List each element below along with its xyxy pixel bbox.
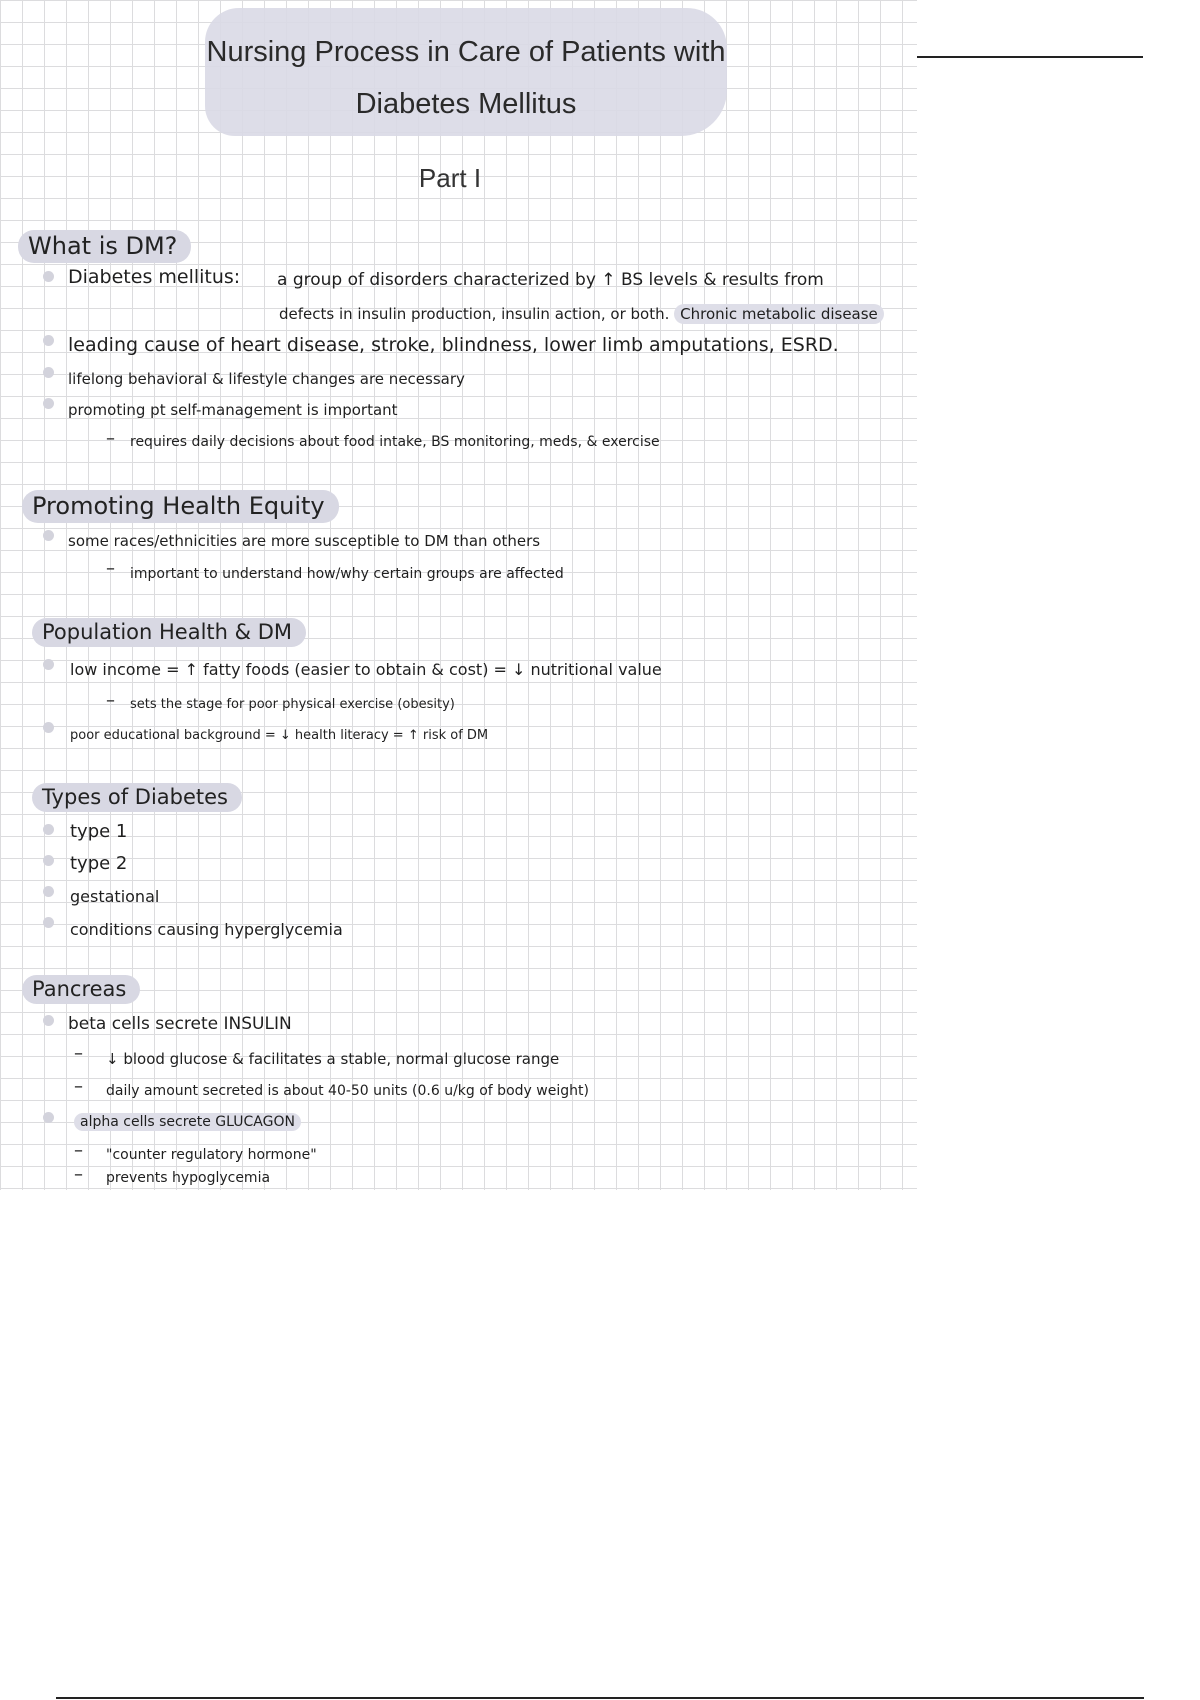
type-item: type 2 (70, 853, 128, 874)
susceptibility-sub: important to understand how/why certain groups are affected (130, 566, 564, 582)
lifestyle-item: lifelong behavioral & lifestyle changes are necessary (68, 370, 465, 388)
type-item: gestational (70, 887, 160, 906)
alpha-cells-highlight: alpha cells secrete GLUCAGON (74, 1113, 301, 1131)
bullet (43, 1112, 54, 1123)
title-line-2: Diabetes Mellitus (355, 88, 577, 120)
dm-definition-text: a group of disorders characterized by ↑ BS levels & results from (277, 270, 824, 290)
heading-pancreas: Pancreas (22, 975, 140, 1004)
dash: – (106, 690, 115, 711)
susceptibility-item: some races/ethnicities are more susceptible to DM than others (68, 532, 541, 550)
part-label: Part I (418, 163, 482, 193)
page-title (205, 26, 727, 130)
bullet (43, 886, 54, 897)
dm-definition-label: Diabetes mellitus: (68, 266, 241, 288)
leading-cause-item: leading cause of heart disease, stroke, blindness, lower limb amputations, ESRD. (68, 334, 839, 356)
self-management-item: promoting pt self-management is important (68, 401, 398, 419)
education-item: poor educational background = ↓ health literacy = ↑ risk of DM (70, 728, 489, 743)
type-item: type 1 (70, 821, 128, 842)
dash: – (74, 1140, 83, 1161)
alpha-cells-sub-2: prevents hypoglycemia (106, 1170, 271, 1186)
title-line-1: Nursing Process in Care of Patients with (206, 36, 726, 68)
dash: – (106, 428, 115, 449)
alpha-cells-item (74, 1114, 301, 1130)
bullet (43, 335, 54, 346)
chronic-disease-highlight: Chronic metabolic disease (674, 304, 884, 324)
low-income-item: low income = ↑ fatty foods (easier to obtain & cost) = ↓ nutritional value (70, 660, 662, 679)
beta-cells-item: beta cells secrete INSULIN (68, 1014, 292, 1034)
heading-types-of-diabetes: Types of Diabetes (32, 783, 242, 812)
type-item: conditions causing hyperglycemia (70, 920, 343, 939)
bullet (43, 659, 54, 670)
bullet (43, 1015, 54, 1026)
bottom-rule (56, 1697, 1144, 1699)
beta-cells-sub-2: daily amount secreted is about 40-50 units (0.6 u/kg of body weight) (106, 1083, 589, 1099)
bullet (43, 722, 54, 733)
heading-what-is-dm: What is DM? (18, 230, 191, 263)
top-rule (917, 56, 1143, 58)
bullet (43, 367, 54, 378)
bullet (43, 855, 54, 866)
bullet (43, 824, 54, 835)
heading-health-equity: Promoting Health Equity (22, 490, 339, 523)
bullet (43, 271, 54, 282)
bullet (43, 917, 54, 928)
bullet (43, 398, 54, 409)
bullet (43, 530, 54, 541)
dash: – (74, 1164, 83, 1185)
low-income-sub: sets the stage for poor physical exercise (obesity) (130, 697, 455, 712)
dash: – (74, 1076, 83, 1097)
dash: – (106, 558, 115, 579)
heading-population-health: Population Health & DM (32, 618, 306, 647)
alpha-cells-sub-1: "counter regulatory hormone" (106, 1147, 317, 1163)
beta-cells-sub-1: ↓ blood glucose & facilitates a stable, normal glucose range (106, 1050, 560, 1068)
dm-definition-cont (279, 305, 884, 323)
self-management-sub: requires daily decisions about food intake, BS monitoring, meds, & exercise (130, 434, 660, 450)
dash: – (74, 1043, 83, 1064)
dm-definition-cont-text: defects in insulin production, insulin action, or both. (279, 305, 670, 323)
